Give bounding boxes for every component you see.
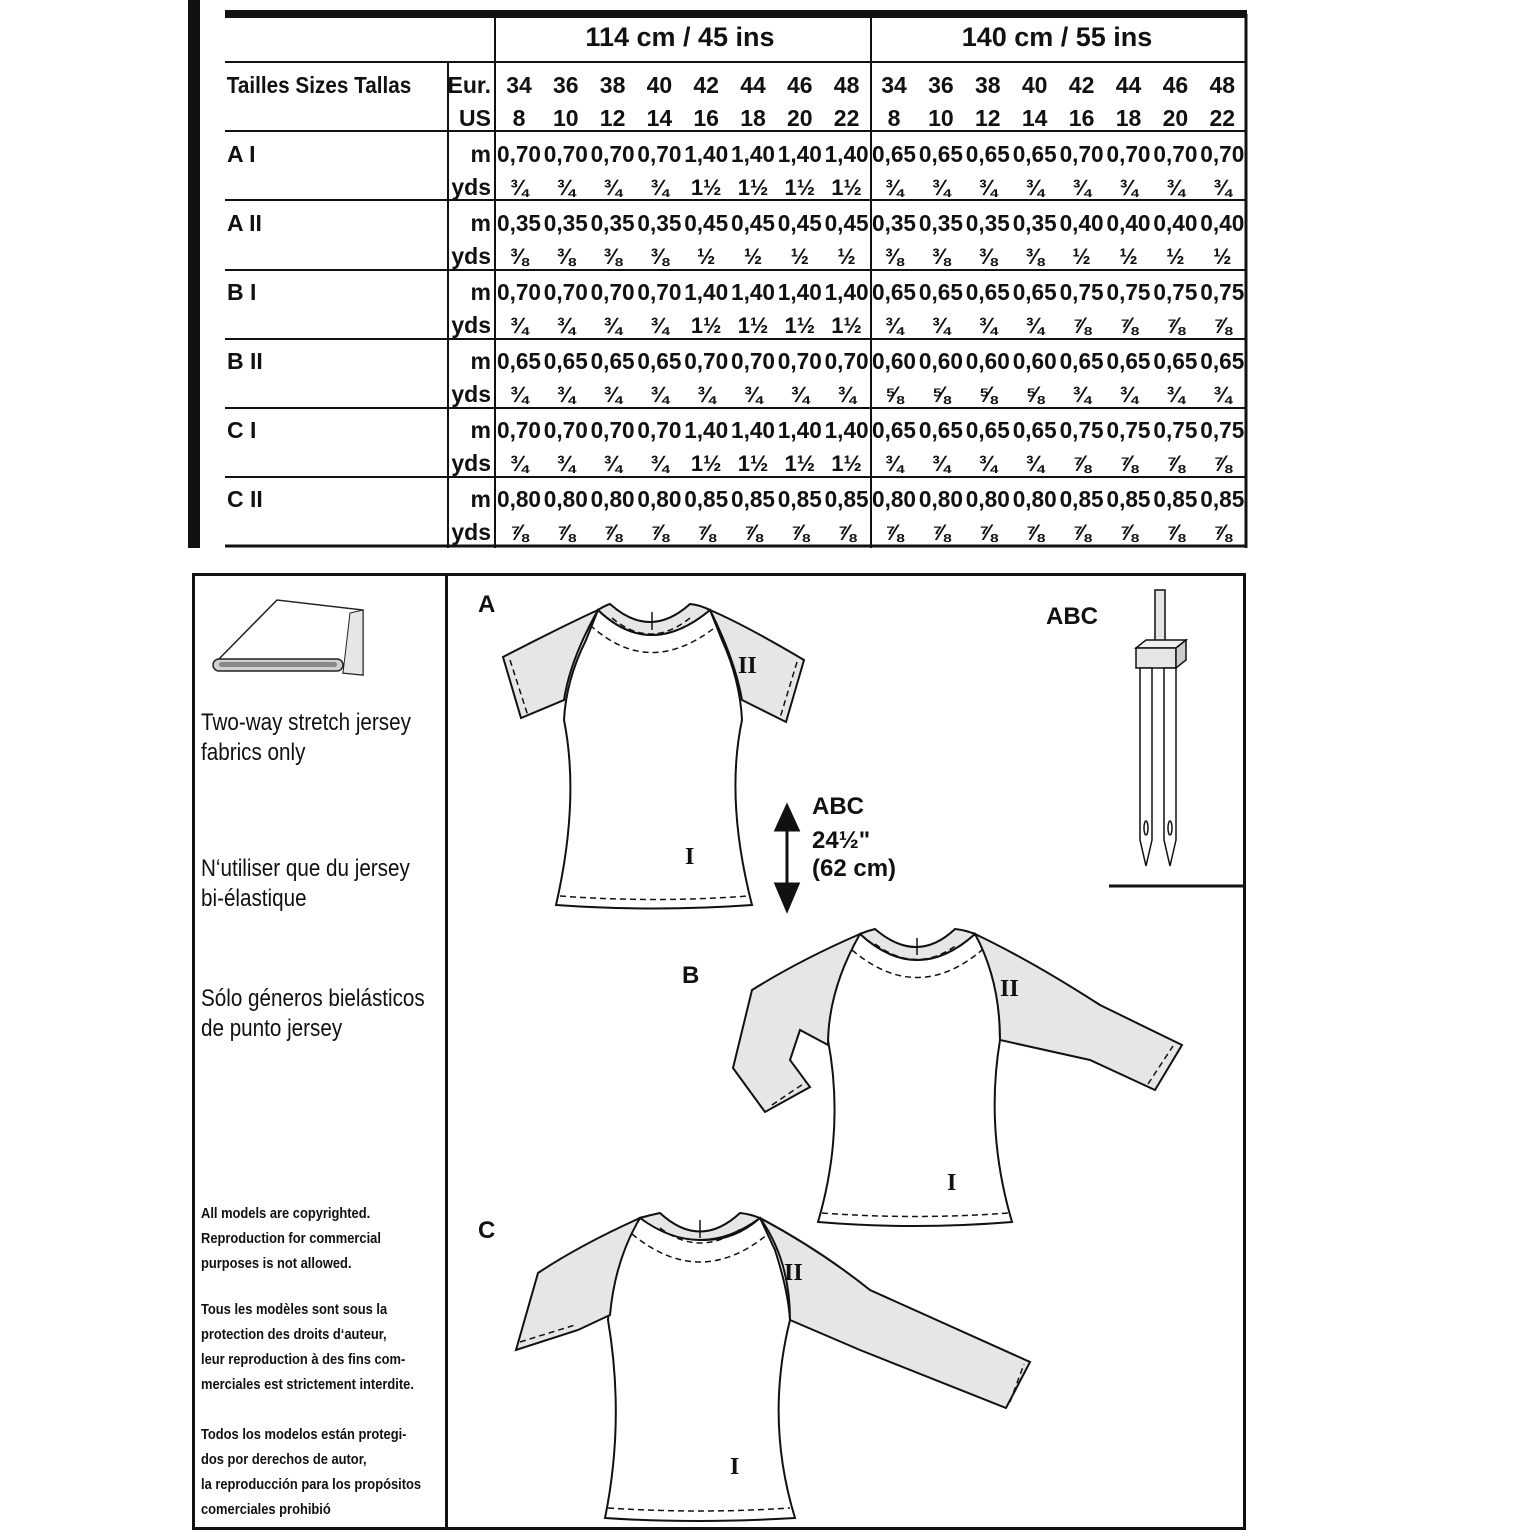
width-group-header: 114 cm / 45 ins bbox=[585, 22, 775, 52]
meter-cell: 0,65 bbox=[965, 279, 1011, 305]
meter-cell: 0,70 bbox=[590, 279, 635, 305]
meter-cell: 0,65 bbox=[1106, 348, 1151, 374]
yards-cell: ¾ bbox=[603, 313, 622, 338]
yards-cell: ¾ bbox=[556, 382, 575, 407]
fabric-note-line: Sólo géneros bielásticos bbox=[201, 985, 425, 1012]
meter-cell: 0,35 bbox=[1012, 210, 1057, 236]
yards-cell: ¾ bbox=[603, 175, 622, 200]
eur-size-cell: 38 bbox=[975, 72, 1001, 98]
meter-cell: 1,40 bbox=[684, 141, 729, 167]
meter-cell: 0,60 bbox=[872, 348, 916, 374]
copyright-line: comerciales prohibió bbox=[201, 1501, 331, 1518]
meter-cell: 1,40 bbox=[731, 417, 775, 443]
meter-cell: 0,70 bbox=[1153, 141, 1198, 167]
piece-label-b-ii: II bbox=[1000, 976, 1019, 1002]
meter-cell: 0,70 bbox=[777, 348, 822, 374]
meter-cell: 0,65 bbox=[1012, 417, 1057, 443]
yards-cell: ¾ bbox=[650, 382, 669, 407]
meter-cell: 0,35 bbox=[872, 210, 917, 236]
meter-cell: 0,75 bbox=[1153, 279, 1198, 305]
yards-cell: ¾ bbox=[650, 175, 669, 200]
meter-cell: 0,65 bbox=[965, 417, 1011, 443]
yards-cell: ⅜ bbox=[650, 244, 669, 269]
yards-cell: ½ bbox=[1119, 244, 1138, 269]
yards-cell: ⅞ bbox=[509, 520, 529, 545]
meter-cell: 0,80 bbox=[918, 486, 963, 512]
copyright-line: leur reproduction à des fins com- bbox=[201, 1351, 406, 1368]
yards-cell: ¾ bbox=[1213, 175, 1232, 200]
row-label: A I bbox=[227, 141, 256, 167]
yards-cell: ½ bbox=[790, 244, 809, 269]
unit-m: m bbox=[470, 210, 491, 236]
meter-cell: 0,75 bbox=[1059, 417, 1104, 443]
length-label: ABC bbox=[812, 793, 864, 820]
yards-cell: ⅝ bbox=[931, 382, 951, 407]
eur-size-cell: 34 bbox=[506, 72, 532, 98]
yards-cell: ¾ bbox=[978, 313, 997, 338]
meter-cell: 0,65 bbox=[590, 348, 635, 374]
left-margin-bar bbox=[188, 0, 200, 548]
meter-cell: 0,45 bbox=[777, 210, 823, 236]
meter-cell: 0,85 bbox=[777, 486, 823, 512]
yards-cell: ⅝ bbox=[884, 382, 904, 407]
eur-size-cell: 40 bbox=[646, 72, 673, 98]
eur-size-cell: 36 bbox=[928, 72, 954, 98]
meter-cell: 0,70 bbox=[1200, 141, 1245, 167]
meter-cell: 0,70 bbox=[543, 279, 588, 305]
yards-cell: ⅞ bbox=[1119, 313, 1138, 338]
yards-cell: 1½ bbox=[831, 313, 862, 338]
yards-cell: ⅝ bbox=[978, 382, 997, 407]
meter-cell: 0,65 bbox=[918, 279, 964, 305]
us-size-cell: 8 bbox=[887, 105, 901, 131]
meter-cell: 0,35 bbox=[590, 210, 635, 236]
yards-cell: ⅞ bbox=[1213, 520, 1232, 545]
meter-cell: 0,75 bbox=[1106, 279, 1151, 305]
unit-m: m bbox=[470, 486, 491, 512]
copyright-line: Todos los modelos están protegi- bbox=[201, 1426, 407, 1443]
piece-label-c-i: I bbox=[730, 1454, 740, 1480]
eur-size-cell: 44 bbox=[1115, 72, 1142, 98]
yards-cell: ½ bbox=[1213, 244, 1232, 269]
view-label-b: B bbox=[682, 962, 700, 989]
unit-yds: yds bbox=[451, 243, 491, 269]
yards-cell: ¾ bbox=[1166, 382, 1185, 407]
meter-cell: 0,65 bbox=[637, 348, 682, 374]
unit-yds: yds bbox=[451, 519, 491, 545]
us-size-cell: 20 bbox=[1162, 105, 1189, 131]
fabric-note-line: N‘utiliser que du jersey bbox=[201, 855, 410, 882]
width-group-header: 140 cm / 55 ins bbox=[961, 22, 1153, 52]
view-a-drawing bbox=[503, 604, 804, 909]
yards-cell: ¾ bbox=[884, 313, 904, 338]
meter-cell: 1,40 bbox=[824, 279, 869, 305]
copyright-fr bbox=[201, 1297, 414, 1397]
meter-cell: 0,40 bbox=[1059, 210, 1104, 236]
eur-size-cell: 48 bbox=[1209, 72, 1236, 98]
yards-cell: ⅜ bbox=[931, 244, 951, 269]
meter-cell: 0,65 bbox=[965, 141, 1011, 167]
meter-cell: 0,40 bbox=[1153, 210, 1198, 236]
copyright-line: Reproduction for commercial bbox=[201, 1230, 381, 1247]
row-label: C I bbox=[227, 417, 257, 443]
us-size-cell: 12 bbox=[599, 105, 626, 131]
meter-cell: 0,70 bbox=[497, 279, 541, 305]
meter-cell: 0,70 bbox=[590, 417, 635, 443]
copyright-line: la reproducción para los propósitos bbox=[201, 1476, 422, 1493]
yards-cell: ¾ bbox=[931, 313, 951, 338]
yards-cell: ⅞ bbox=[978, 520, 997, 545]
copyright-line: protection des droits d‘auteur, bbox=[201, 1326, 387, 1343]
meter-cell: 0,65 bbox=[1012, 141, 1057, 167]
meter-cell: 0,45 bbox=[731, 210, 776, 236]
view-b-drawing bbox=[733, 929, 1182, 1226]
copyright-line: purposes is not allowed. bbox=[201, 1255, 352, 1272]
yards-cell: ⅞ bbox=[1213, 313, 1232, 338]
eur-size-cell: 38 bbox=[599, 72, 626, 98]
meter-cell: 0,65 bbox=[1200, 348, 1245, 374]
unit-m: m bbox=[470, 417, 491, 443]
yards-cell: 1½ bbox=[737, 313, 769, 338]
yards-cell: ½ bbox=[1166, 244, 1185, 269]
meter-cell: 0,80 bbox=[590, 486, 635, 512]
yards-cell: ⅞ bbox=[1166, 451, 1185, 476]
eur-size-cell: 46 bbox=[787, 72, 813, 98]
view-c-drawing bbox=[516, 1213, 1030, 1521]
yards-cell: ⅞ bbox=[603, 520, 622, 545]
meter-cell: 0,65 bbox=[1012, 279, 1057, 305]
copyright-line: merciales est strictement interdite. bbox=[201, 1376, 414, 1393]
meter-cell: 0,70 bbox=[824, 348, 869, 374]
yards-cell: ¾ bbox=[556, 451, 575, 476]
meter-cell: 0,85 bbox=[824, 486, 869, 512]
yards-cell: 1½ bbox=[690, 451, 722, 476]
fabric-note-line: fabrics only bbox=[201, 739, 306, 766]
us-size-cell: 20 bbox=[787, 105, 813, 131]
yards-cell: ¾ bbox=[884, 451, 904, 476]
meter-cell: 0,65 bbox=[872, 417, 917, 443]
copyright-en bbox=[201, 1201, 381, 1276]
meter-cell: 0,70 bbox=[590, 141, 635, 167]
unit-yds: yds bbox=[451, 381, 491, 407]
piece-label-a-i: I bbox=[685, 844, 695, 870]
yards-cell: ¾ bbox=[743, 382, 763, 407]
meter-cell: 0,70 bbox=[1059, 141, 1104, 167]
yards-cell: ¾ bbox=[1119, 382, 1138, 407]
us-size-cell: 14 bbox=[646, 105, 673, 131]
meter-cell: 1,40 bbox=[824, 417, 869, 443]
folded-fabric-icon bbox=[205, 595, 375, 685]
meter-cell: 0,70 bbox=[1106, 141, 1151, 167]
meter-cell: 0,60 bbox=[1012, 348, 1057, 374]
length-arrow bbox=[776, 806, 798, 910]
yards-cell: ⅜ bbox=[509, 244, 529, 269]
yards-cell: ½ bbox=[1072, 244, 1091, 269]
fabric-note-line: bi-élastique bbox=[201, 885, 307, 912]
yards-cell: ½ bbox=[743, 244, 763, 269]
yards-cell: 1½ bbox=[737, 175, 769, 200]
us-size-cell: 14 bbox=[1021, 105, 1048, 131]
meter-cell: 1,40 bbox=[731, 141, 775, 167]
piece-label-a-ii: II bbox=[738, 653, 757, 679]
yards-cell: ¾ bbox=[1025, 175, 1044, 200]
yards-cell: ¾ bbox=[1166, 175, 1185, 200]
yards-cell: ¾ bbox=[884, 175, 904, 200]
fabric-note-fr bbox=[201, 854, 410, 914]
meter-cell: 0,70 bbox=[543, 141, 588, 167]
yards-cell: ⅜ bbox=[1025, 244, 1044, 269]
fabric-note-es bbox=[201, 984, 425, 1044]
meter-cell: 0,65 bbox=[872, 279, 917, 305]
meter-cell: 0,70 bbox=[497, 141, 541, 167]
meter-cell: 0,60 bbox=[965, 348, 1010, 374]
copyright-line: Tous les modèles sont sous la bbox=[201, 1301, 388, 1318]
yards-cell: ¾ bbox=[509, 175, 529, 200]
fabric-note-line: Two-way stretch jersey bbox=[201, 709, 411, 736]
copyright-es bbox=[201, 1422, 421, 1522]
needle-label: ABC bbox=[1046, 603, 1098, 630]
yards-cell: ⅞ bbox=[884, 520, 904, 545]
yards-cell: ⅜ bbox=[884, 244, 904, 269]
twin-needle-icon bbox=[1136, 590, 1186, 866]
us-size-cell: 8 bbox=[512, 105, 526, 131]
yards-cell: ⅞ bbox=[1072, 313, 1091, 338]
meter-cell: 0,80 bbox=[543, 486, 588, 512]
meter-cell: 0,85 bbox=[684, 486, 729, 512]
yards-cell: ¾ bbox=[556, 175, 575, 200]
yards-cell: 1½ bbox=[784, 451, 816, 476]
length-cm: (62 cm) bbox=[812, 855, 897, 882]
us-size-cell: 18 bbox=[740, 105, 766, 131]
length-inches: 24½" bbox=[812, 827, 871, 854]
yards-cell: ¾ bbox=[1025, 451, 1044, 476]
yards-cell: ⅞ bbox=[697, 520, 716, 545]
row-label: C II bbox=[227, 486, 263, 512]
yards-cell: ⅞ bbox=[931, 520, 951, 545]
eur-size-cell: 48 bbox=[833, 72, 860, 98]
eur-label: Eur. bbox=[447, 72, 491, 98]
row-label: B II bbox=[227, 348, 263, 374]
eur-size-cell: 40 bbox=[1021, 72, 1048, 98]
meter-cell: 0,65 bbox=[918, 141, 964, 167]
us-label: US bbox=[459, 105, 491, 131]
row-label: B I bbox=[227, 279, 257, 305]
eur-size-cell: 34 bbox=[881, 72, 907, 98]
meter-cell: 0,85 bbox=[1200, 486, 1245, 512]
meter-cell: 0,65 bbox=[918, 417, 964, 443]
yards-cell: ¾ bbox=[837, 382, 856, 407]
yards-cell: 1½ bbox=[737, 451, 769, 476]
yards-cell: ¾ bbox=[556, 313, 575, 338]
meter-cell: 0,85 bbox=[1153, 486, 1198, 512]
meter-cell: 0,75 bbox=[1106, 417, 1151, 443]
yards-cell: 1½ bbox=[784, 175, 816, 200]
meter-cell: 0,45 bbox=[684, 210, 729, 236]
meter-cell: 0,80 bbox=[965, 486, 1010, 512]
meter-cell: 0,40 bbox=[1106, 210, 1151, 236]
yards-cell: ¾ bbox=[697, 382, 716, 407]
meter-cell: 0,65 bbox=[1153, 348, 1198, 374]
yards-cell: ¾ bbox=[1072, 175, 1091, 200]
meter-cell: 1,40 bbox=[824, 141, 869, 167]
us-size-cell: 16 bbox=[1068, 105, 1095, 131]
meter-cell: 0,70 bbox=[684, 348, 729, 374]
size-label: Tailles Sizes Tallas bbox=[226, 71, 412, 99]
meter-cell: 0,70 bbox=[731, 348, 775, 374]
yards-cell: ¾ bbox=[603, 382, 622, 407]
yardage-table bbox=[225, 0, 1249, 548]
yards-cell: ¾ bbox=[931, 175, 951, 200]
piece-label-c-ii: II bbox=[784, 1260, 803, 1286]
meter-cell: 0,75 bbox=[1059, 279, 1104, 305]
meter-cell: 1,40 bbox=[777, 417, 822, 443]
yards-cell: ⅞ bbox=[837, 520, 856, 545]
eur-size-cell: 42 bbox=[693, 72, 719, 98]
yards-cell: ¾ bbox=[1213, 382, 1232, 407]
us-size-cell: 10 bbox=[553, 105, 579, 131]
meter-cell: 0,70 bbox=[637, 279, 682, 305]
meter-cell: 0,80 bbox=[872, 486, 916, 512]
yards-cell: ⅞ bbox=[1213, 451, 1232, 476]
us-size-cell: 22 bbox=[833, 105, 860, 131]
fabric-note-en bbox=[201, 708, 411, 768]
unit-m: m bbox=[470, 279, 491, 305]
meter-cell: 0,80 bbox=[497, 486, 541, 512]
yards-cell: 1½ bbox=[784, 313, 816, 338]
yards-cell: ¾ bbox=[650, 313, 669, 338]
yards-cell: ¾ bbox=[1025, 313, 1044, 338]
yards-cell: ¾ bbox=[603, 451, 622, 476]
meter-cell: 0,60 bbox=[918, 348, 963, 374]
meter-cell: 0,35 bbox=[637, 210, 682, 236]
yardage-table-grid bbox=[225, 0, 1249, 548]
yards-cell: ⅞ bbox=[650, 520, 669, 545]
yards-cell: ⅞ bbox=[790, 520, 809, 545]
meter-cell: 0,45 bbox=[824, 210, 869, 236]
unit-yds: yds bbox=[451, 174, 491, 200]
eur-size-cell: 44 bbox=[740, 72, 766, 98]
meter-cell: 0,40 bbox=[1200, 210, 1245, 236]
yards-cell: ¾ bbox=[978, 175, 997, 200]
view-label-a: A bbox=[478, 591, 496, 618]
yards-cell: 1½ bbox=[831, 175, 862, 200]
yards-cell: ⅜ bbox=[978, 244, 997, 269]
yards-cell: ⅞ bbox=[1166, 520, 1185, 545]
yards-cell: ⅞ bbox=[743, 520, 763, 545]
unit-yds: yds bbox=[451, 450, 491, 476]
yards-cell: ¾ bbox=[931, 451, 951, 476]
us-size-cell: 22 bbox=[1209, 105, 1236, 131]
meter-cell: 0,35 bbox=[965, 210, 1011, 236]
meter-cell: 0,65 bbox=[872, 141, 917, 167]
meter-cell: 1,40 bbox=[777, 141, 822, 167]
yards-cell: ¾ bbox=[509, 313, 529, 338]
us-size-cell: 16 bbox=[693, 105, 719, 131]
yards-cell: ⅞ bbox=[1119, 520, 1138, 545]
meter-cell: 0,70 bbox=[543, 417, 588, 443]
eur-size-cell: 36 bbox=[553, 72, 579, 98]
yards-cell: ½ bbox=[697, 244, 716, 269]
row-label: A II bbox=[227, 210, 262, 236]
us-size-cell: 10 bbox=[928, 105, 954, 131]
meter-cell: 0,35 bbox=[497, 210, 542, 236]
meter-cell: 0,70 bbox=[637, 141, 682, 167]
yards-cell: 1½ bbox=[690, 313, 722, 338]
meter-cell: 0,70 bbox=[497, 417, 541, 443]
copyright-line: dos por derechos de autor, bbox=[201, 1451, 367, 1468]
yards-cell: ⅞ bbox=[556, 520, 575, 545]
meter-cell: 0,85 bbox=[1059, 486, 1104, 512]
meter-cell: 1,40 bbox=[684, 417, 729, 443]
yards-cell: ¾ bbox=[509, 382, 529, 407]
meter-cell: 0,65 bbox=[543, 348, 589, 374]
meter-cell: 0,85 bbox=[731, 486, 776, 512]
meter-cell: 1,40 bbox=[684, 279, 729, 305]
eur-size-cell: 46 bbox=[1162, 72, 1189, 98]
yards-cell: ¾ bbox=[978, 451, 997, 476]
yards-cell: ⅝ bbox=[1025, 382, 1044, 407]
yards-cell: ½ bbox=[837, 244, 856, 269]
copyright-line: All models are copyrighted. bbox=[201, 1205, 371, 1222]
eur-size-cell: 42 bbox=[1068, 72, 1095, 98]
yards-cell: ¾ bbox=[1072, 382, 1091, 407]
yards-cell: ⅞ bbox=[1072, 520, 1091, 545]
garment-illustrations bbox=[448, 576, 1243, 1527]
yards-cell: ⅜ bbox=[556, 244, 575, 269]
meter-cell: 0,75 bbox=[1200, 279, 1245, 305]
meter-cell: 0,35 bbox=[543, 210, 589, 236]
meter-cell: 0,80 bbox=[637, 486, 682, 512]
yards-cell: ¾ bbox=[790, 382, 809, 407]
yards-cell: ⅞ bbox=[1072, 451, 1091, 476]
meter-cell: 0,75 bbox=[1153, 417, 1198, 443]
yards-cell: ⅞ bbox=[1119, 451, 1138, 476]
piece-label-b-i: I bbox=[947, 1170, 957, 1196]
yards-cell: 1½ bbox=[831, 451, 862, 476]
yards-cell: ¾ bbox=[1119, 175, 1138, 200]
yards-cell: 1½ bbox=[690, 175, 722, 200]
yards-cell: ⅞ bbox=[1025, 520, 1044, 545]
yards-cell: ⅜ bbox=[603, 244, 622, 269]
meter-cell: 0,80 bbox=[1012, 486, 1057, 512]
meter-cell: 0,35 bbox=[918, 210, 964, 236]
view-label-c: C bbox=[478, 1217, 496, 1244]
yards-cell: ⅞ bbox=[1166, 313, 1185, 338]
meter-cell: 0,75 bbox=[1200, 417, 1245, 443]
us-size-cell: 12 bbox=[975, 105, 1001, 131]
meter-cell: 1,40 bbox=[777, 279, 822, 305]
meter-cell: 1,40 bbox=[731, 279, 775, 305]
meter-cell: 0,65 bbox=[1059, 348, 1104, 374]
meter-cell: 0,65 bbox=[497, 348, 542, 374]
unit-yds: yds bbox=[451, 312, 491, 338]
us-size-cell: 18 bbox=[1115, 105, 1142, 131]
yards-cell: ¾ bbox=[650, 451, 669, 476]
meter-cell: 0,85 bbox=[1106, 486, 1151, 512]
unit-m: m bbox=[470, 348, 491, 374]
yards-cell: ¾ bbox=[509, 451, 529, 476]
meter-cell: 0,70 bbox=[637, 417, 682, 443]
fabric-note-line: de punto jersey bbox=[201, 1015, 343, 1042]
unit-m: m bbox=[470, 141, 491, 167]
